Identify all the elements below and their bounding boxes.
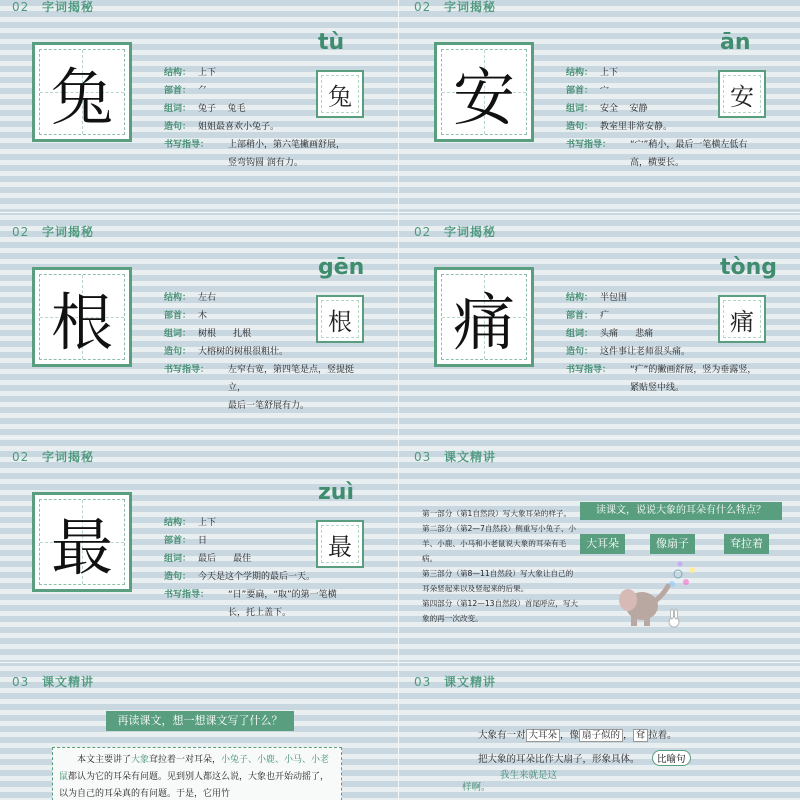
sentence-line: 样啊。 <box>462 782 491 793</box>
character-small: 兔 <box>328 82 352 111</box>
answer-tag: 像扇子 <box>650 534 695 554</box>
character-info <box>164 64 364 172</box>
info-row-words: 组词： 兔子 兔毛 <box>164 104 246 114</box>
character-large: 根 <box>50 285 113 359</box>
character-info <box>164 514 364 622</box>
pinyin: gēn <box>318 255 365 280</box>
writing-guide: 左窄右宽，第四笔是点，竖提挺 立， 最后一笔舒展有力。 <box>228 365 355 411</box>
section-header: 02 字词揭秘 <box>12 225 95 239</box>
answer-tag: 大耳朵 <box>580 534 625 554</box>
writing-guide: “宀”稍小，最后一笔横左低右 高，横要长。 <box>630 140 748 168</box>
character-info <box>164 289 364 415</box>
slide-character-0 <box>0 0 396 210</box>
slide-character-1 <box>402 0 798 210</box>
section-header: 02 字词揭秘 <box>414 225 497 239</box>
info-row-guide: 书写指导： <box>164 365 210 375</box>
info-row-guide: 书写指导： <box>566 140 612 150</box>
info-row-guide: 书写指导： <box>164 590 210 600</box>
info-row-radical: 部首： 疒 <box>566 311 610 321</box>
summary-box: 本文主要讲了大象耷拉着一对耳朵，小兔子、小鹿、小马、小老鼠都认为它的耳朵有问题。见到别人都这么说，大象也开始动摇了，以为自己的耳朵真的有问题。于是，它用竹 <box>52 747 342 800</box>
slide-character-4 <box>0 438 396 660</box>
info-row-guide: 书写指导： <box>566 365 612 375</box>
info-row-structure: 结构： 上下 <box>164 518 217 528</box>
info-row-words: 组词： 最后 最佳 <box>164 554 252 564</box>
info-row-structure: 结构： 左右 <box>164 293 217 303</box>
character-grid-large <box>32 267 132 367</box>
writing-guide: “疒”的撇画舒展，竖为垂露竖， 紧贴竖中线。 <box>630 365 757 393</box>
question-banner: 读课文，说说大象的耳朵有什么特点？ <box>580 502 782 520</box>
sentence-line: 我生来就是这 <box>500 770 558 781</box>
info-row-words: 组词： 安全 安静 <box>566 104 648 114</box>
info-row-sentence: 造句： 这件事让老师很头痛。 <box>566 347 691 357</box>
paragraph-part-4: 第四部分（第12—13自然段）首尾呼应，写大象的再一次改变。 <box>422 599 579 623</box>
slide-lesson-structure <box>402 438 798 660</box>
section-header: 03 课文精讲 <box>12 675 95 689</box>
question-banner: 再读课文，想一想课文写了什么？ <box>106 711 294 731</box>
character-small: 痛 <box>730 307 754 336</box>
info-row-radical: 部首： ⺈ <box>164 86 208 96</box>
character-large: 最 <box>50 510 113 584</box>
paragraph-part-2: 第二部分（第2—7自然段）侧重写小兔子、小羊、小鹿、小马和小老鼠说大象的耳朵有毛病。 <box>422 524 576 563</box>
info-row-guide: 书写指导： <box>164 140 210 150</box>
character-info <box>566 289 766 397</box>
section-header: 03 课文精讲 <box>414 675 497 689</box>
paragraph-part-3: 第三部分（第8—11自然段）写大象让自己的耳朵竖起来以及竖起来的后果。 <box>422 569 574 593</box>
writing-guide: 上部稍小，第六笔撇画舒展， 竖弯钩圆 润有力。 <box>228 140 346 168</box>
info-row-words: 组词： 树根 扎根 <box>164 329 252 339</box>
info-row-radical: 部首： 木 <box>164 311 208 321</box>
character-grid-large <box>32 42 132 142</box>
character-small: 安 <box>730 82 754 111</box>
structure-text <box>422 506 580 626</box>
paragraph-part-1: 第一部分（第1自然段）写大象耳朵的样子。 <box>422 509 572 518</box>
info-row-radical: 部首： 宀 <box>566 86 610 96</box>
pinyin: zuì <box>318 480 355 505</box>
info-row-structure: 结构： 上下 <box>566 68 619 78</box>
info-row-words: 组词： 头痛 悲痛 <box>566 329 654 339</box>
info-row-sentence: 造句： 姐姐最喜欢小兔子。 <box>164 122 280 132</box>
info-row-structure: 结构： 半包围 <box>566 293 628 303</box>
character-info <box>566 64 766 172</box>
info-row-structure: 结构： 上下 <box>164 68 217 78</box>
character-large: 安 <box>452 60 515 134</box>
character-grid-large <box>32 492 132 592</box>
sentence-explanation: 把大象的耳朵比作大扇子，形象具体。 <box>478 754 640 765</box>
section-header: 03 课文精讲 <box>414 450 497 464</box>
character-small: 最 <box>328 532 352 561</box>
character-grid-large <box>434 42 534 142</box>
character-large: 兔 <box>50 60 113 134</box>
info-row-sentence: 造句： 教室里非常安静。 <box>566 122 673 132</box>
writing-guide: “日”要扁，“取”的第一笔横 长，托上盖下。 <box>228 590 337 618</box>
pinyin: tù <box>318 30 345 55</box>
slide-lesson-summary <box>0 663 396 800</box>
section-header: 02 字词揭秘 <box>414 0 497 14</box>
simile-label: 比喻句 <box>652 750 691 766</box>
section-header: 02 字词揭秘 <box>12 450 95 464</box>
info-row-sentence: 造句： 大榕树的树根很粗壮。 <box>164 347 289 357</box>
info-row-sentence: 造句： 今天是这个学期的最后一天。 <box>164 572 316 582</box>
slide-character-3 <box>402 213 798 435</box>
character-small: 根 <box>328 307 352 336</box>
elephant-illustration <box>614 560 714 632</box>
character-grid-large <box>434 267 534 367</box>
character-large: 痛 <box>452 285 515 359</box>
sentence-line: 大象有一对 大耳朵 ，像 扇子似的 ， 耷 拉着。 <box>478 730 677 741</box>
section-header: 02 字词揭秘 <box>12 0 95 14</box>
pinyin: tòng <box>720 255 778 280</box>
answer-tag: 耷拉着 <box>724 534 769 554</box>
slide-divider-vertical <box>398 0 399 800</box>
pinyin: ān <box>720 30 751 55</box>
slide-character-2 <box>0 213 396 435</box>
info-row-radical: 部首： 日 <box>164 536 208 546</box>
